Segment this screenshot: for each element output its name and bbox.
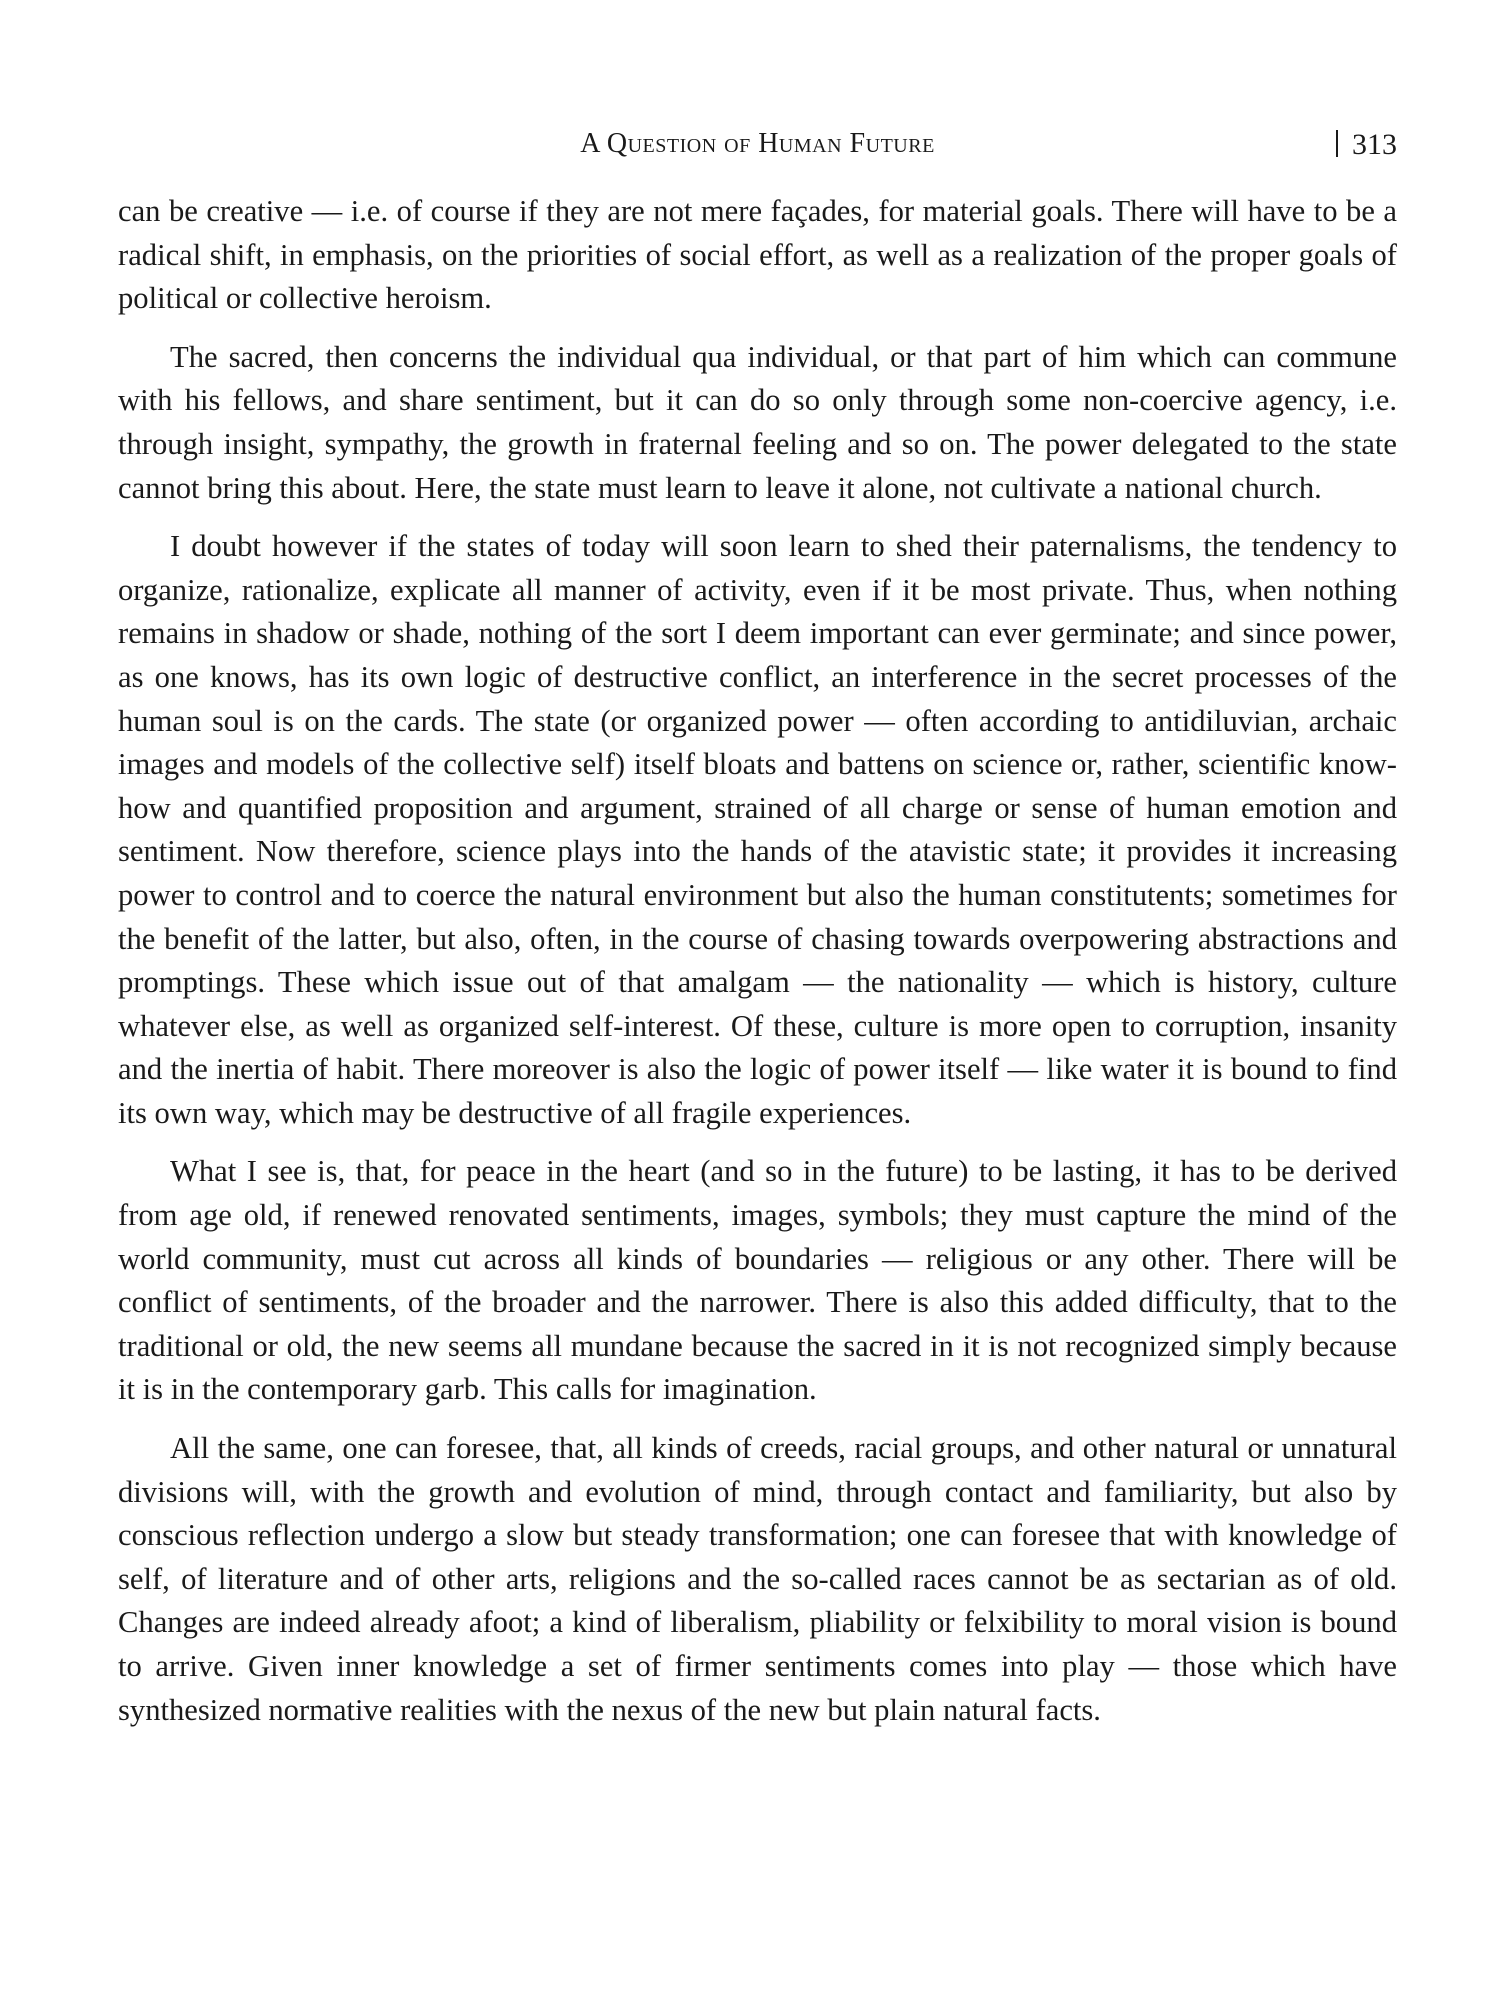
paragraph-1: can be creative — i.e. of course if they are not mere façades, for material goals. There will have to be a radical shift, in emphasis, on the priorities of social effort, as well as a realization of the proper goals of political or collective heroism. [118, 194, 1397, 316]
running-head [118, 128, 1397, 172]
body-text [118, 190, 1397, 1732]
page-number-block [1336, 128, 1397, 162]
paragraph-4: What I see is, that, for peace in the heart (and so in the future) to be lasting, it has to be derived from age old, if renewed renovated sentiments, images, symbols; they must capture the mind of the world community, must cut across all kinds of boundaries — religious or any other. There will be conflict of sentiments, of the broader and the narrower. There is also this added difficulty, that to the traditional or old, the new seems all mundane because the sacred in it is not recognized simply because it is in the contemporary garb. This calls for imagination. [118, 1154, 1397, 1407]
paragraph-3: I doubt however if the states of today will soon learn to shed their paternalisms, the tendency to organize, rationalize, explicate all manner of activity, even if it be most private. Thus, when nothing remains in shadow or shade, nothing of the sort I deem important can ever germinate; and since power, as one knows, has its own logic of destructive conflict, an interference in the secret processes of the human soul is on the cards. The state (or organized power — often according to antidiluvian, archaic images and models of the collective self) itself bloats and battens on science or, rather, scientific know-how and quantified proposition and argument, strained of all charge or sense of human emotion and sentiment. Now therefore, science plays into the hands of the atavistic state; it provides it increasing power to control and to coerce the natural environment but also the human constitutents; sometimes for the benefit of the latter, but also, often, in the course of chasing towards overpowering abstractions and promptings. These which issue out of that amalgam — the nationality — which is history, culture whatever else, as well as organized self-interest. Of these, culture is more open to corruption, insanity and the inertia of habit. There moreover is also the logic of power itself — like water it is bound to find its own way, which may be destructive of all fragile experiences. [118, 529, 1397, 1130]
paragraph-2: The sacred, then concerns the individual qua individual, or that part of him which can commune with his fellows, and share sentiment, but it can do so only through some non-coercive agency, i.e. through insight, sympathy, the growth in fraternal feeling and so on. The power delegated to the state cannot bring this about. Here, the state must learn to leave it alone, not cultivate a national church. [118, 339, 1397, 505]
page-number: 313 [1352, 128, 1397, 161]
book-page [118, 128, 1397, 1747]
page-number-divider [1336, 130, 1338, 157]
paragraph-5: All the same, one can foresee, that, all kinds of creeds, racial groups, and other natural or unnatural divisions will, with the growth and evolution of mind, through contact and familiarity, but also by conscious reflection undergo a slow but steady transformation; one can foresee that with knowledge of self, of literature and of other arts, religions and the so-called races cannot be as sectarian as of old. Changes are indeed already afoot; a kind of liberalism, pliability or felxibility to moral vision is bound to arrive. Given inner knowledge a set of firmer sentiments comes into play — those which have synthesized normative realities with the nexus of the new but plain natural facts. [118, 1431, 1397, 1727]
running-title: A Question of Human Future [580, 128, 935, 159]
